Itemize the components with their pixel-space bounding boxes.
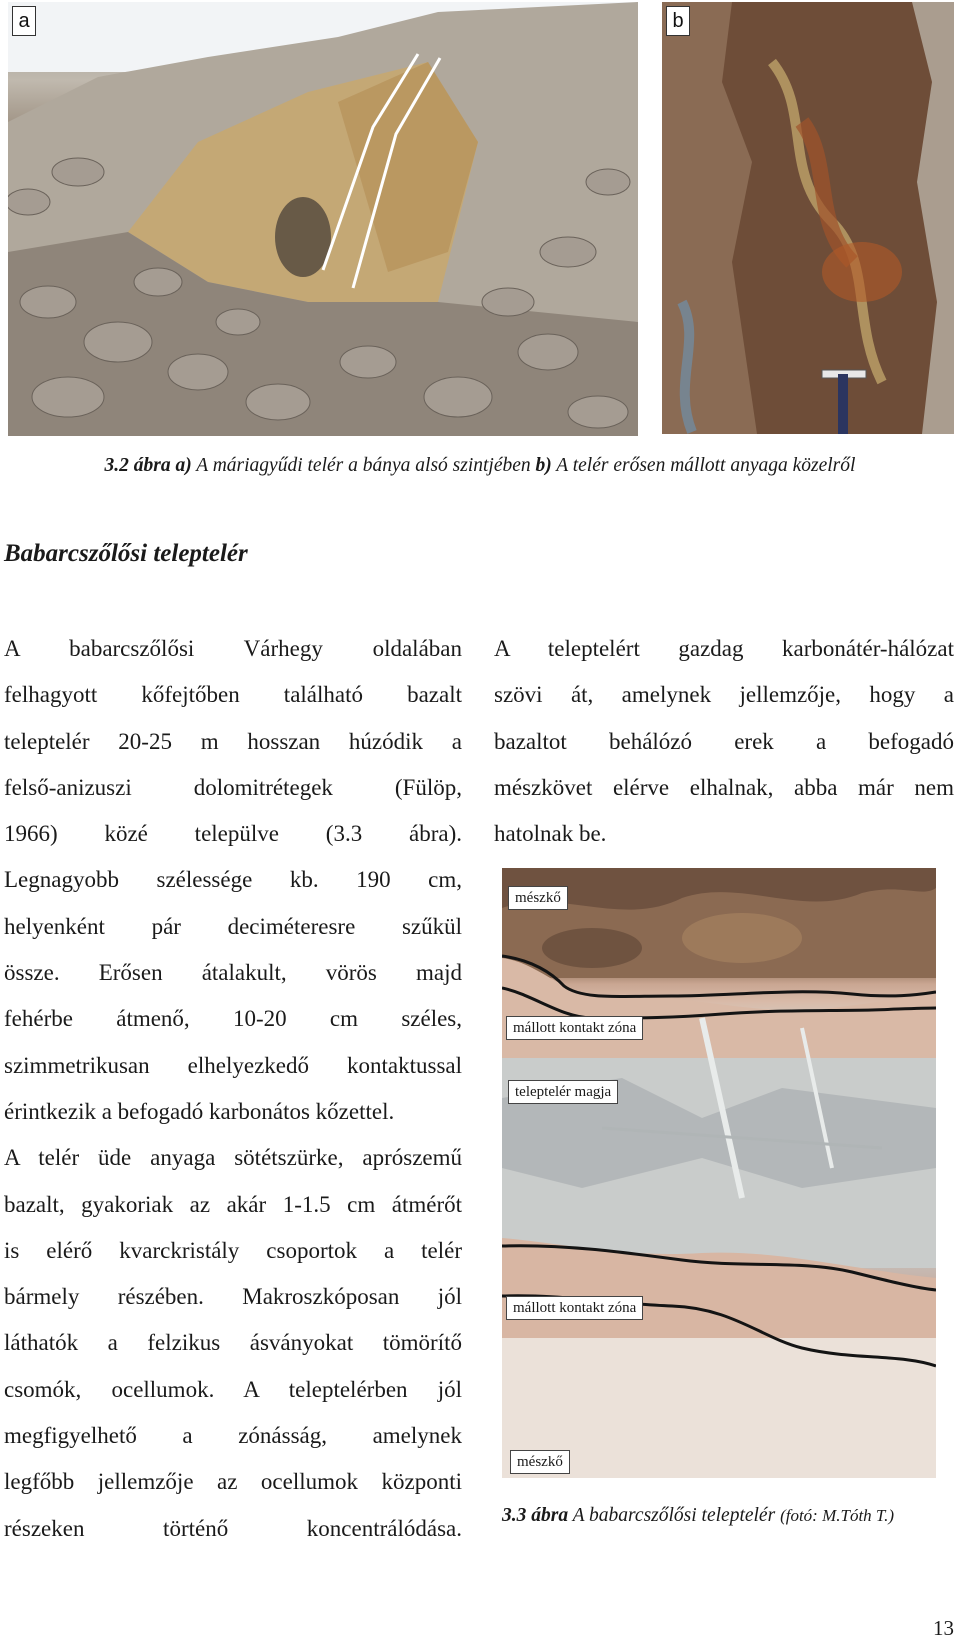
text-line: bazalt, gyakoriak az akár 1-1.5 cm átmérőt: [4, 1191, 462, 1217]
section-heading: Babarcszőlősi teleptelér: [4, 540, 248, 567]
label-weathered-contact-upper: mállott kontakt zóna: [506, 1016, 643, 1040]
text-line: hatolnak be.: [494, 821, 607, 847]
text-line: csomók, ocellumok. A teleptelérben jól: [4, 1376, 462, 1402]
text-line: szövi át, amelynek jellemzője, hogy a: [494, 682, 954, 708]
figure-3-3-caption: [502, 1505, 894, 1527]
text-line: bazaltot behálózó erek a befogadó: [494, 728, 954, 754]
text-line: A teleptelért gazdag karbonátér-hálózat: [494, 636, 954, 661]
caption-a-letter: a): [175, 455, 192, 476]
weathered-dike-photo-b: [662, 2, 954, 434]
panel-a-label: a: [12, 6, 36, 36]
quarry-photo-a-drawing: [8, 2, 638, 436]
text-line: mészkövet elérve elhalnak, abba már nem: [494, 774, 954, 800]
text-line: is elérő kvarckristály csoportok a telér: [4, 1237, 462, 1263]
page-number: 13: [933, 1616, 954, 1640]
figure-3-3-credit: (fotó: M.Tóth T.): [780, 1506, 895, 1525]
left-column-text: [4, 626, 462, 1552]
label-limestone-top: mészkő: [508, 886, 568, 910]
text-line: 1966) közé települve (3.3 ábra).: [4, 821, 462, 847]
figure-3-3-number: 3.3 ábra: [502, 1505, 569, 1526]
label-limestone-bottom: mészkő: [510, 1450, 570, 1474]
quarry-photo-a: [8, 2, 638, 436]
text-line: megfigyelhető a zónásság, amelynek: [4, 1423, 462, 1449]
text-line: helyenként pár deciméteresre szűkül: [4, 913, 462, 939]
text-line: felhagyott kőfejtőben található bazalt: [4, 682, 462, 708]
figure-3-2-number: 3.2 ábra: [104, 455, 171, 476]
text-line: A telér üde anyaga sötétszürke, aprószemű: [4, 1145, 462, 1171]
label-weathered-contact-lower: mállott kontakt zóna: [506, 1296, 643, 1320]
text-line: érintkezik a befogadó karbonátos kőzettel.: [4, 1098, 395, 1124]
text-line: teleptelér 20-25 m hosszan húzódik a: [4, 728, 462, 754]
sill-photo-drawing: [502, 868, 936, 1478]
text-line: A babarcszőlősi Várhegy oldalában: [4, 636, 462, 661]
panel-b-label: b: [666, 6, 690, 36]
right-column-text: [494, 626, 954, 857]
text-line: részeken történő koncentrálódása.: [4, 1515, 462, 1541]
text-line: felső-anizuszi dolomitrétegek (Fülöp,: [4, 774, 462, 800]
text-line: bármely részében. Makroszkóposan jól: [4, 1284, 462, 1310]
caption-a-text: A máriagyűdi telér a bánya alsó szintjében: [191, 455, 536, 476]
text-line: fehérbe átmenő, 10-20 cm széles,: [4, 1006, 462, 1032]
sill-photo: [502, 868, 936, 1478]
text-line: össze. Erősen átalakult, vörös majd: [4, 960, 462, 986]
label-sill-core: teleptelér magja: [508, 1080, 618, 1104]
caption-b-letter: b): [535, 455, 552, 476]
text-line: szimmetrikusan elhelyezkedő kontaktussal: [4, 1052, 462, 1078]
figure-3-3-text: A babarcszőlősi teleptelér: [568, 1505, 781, 1526]
caption-b-text: A telér erősen mállott anyaga közelről: [551, 455, 856, 476]
figure-3-2-caption: [0, 455, 960, 477]
text-line: Legnagyobb szélessége kb. 190 cm,: [4, 867, 462, 893]
weathered-dike-photo-b-drawing: [662, 2, 954, 434]
text-line: legfőbb jellemzője az ocellumok központi: [4, 1469, 462, 1495]
text-line: láthatók a felzikus ásványokat tömörítő: [4, 1330, 462, 1356]
